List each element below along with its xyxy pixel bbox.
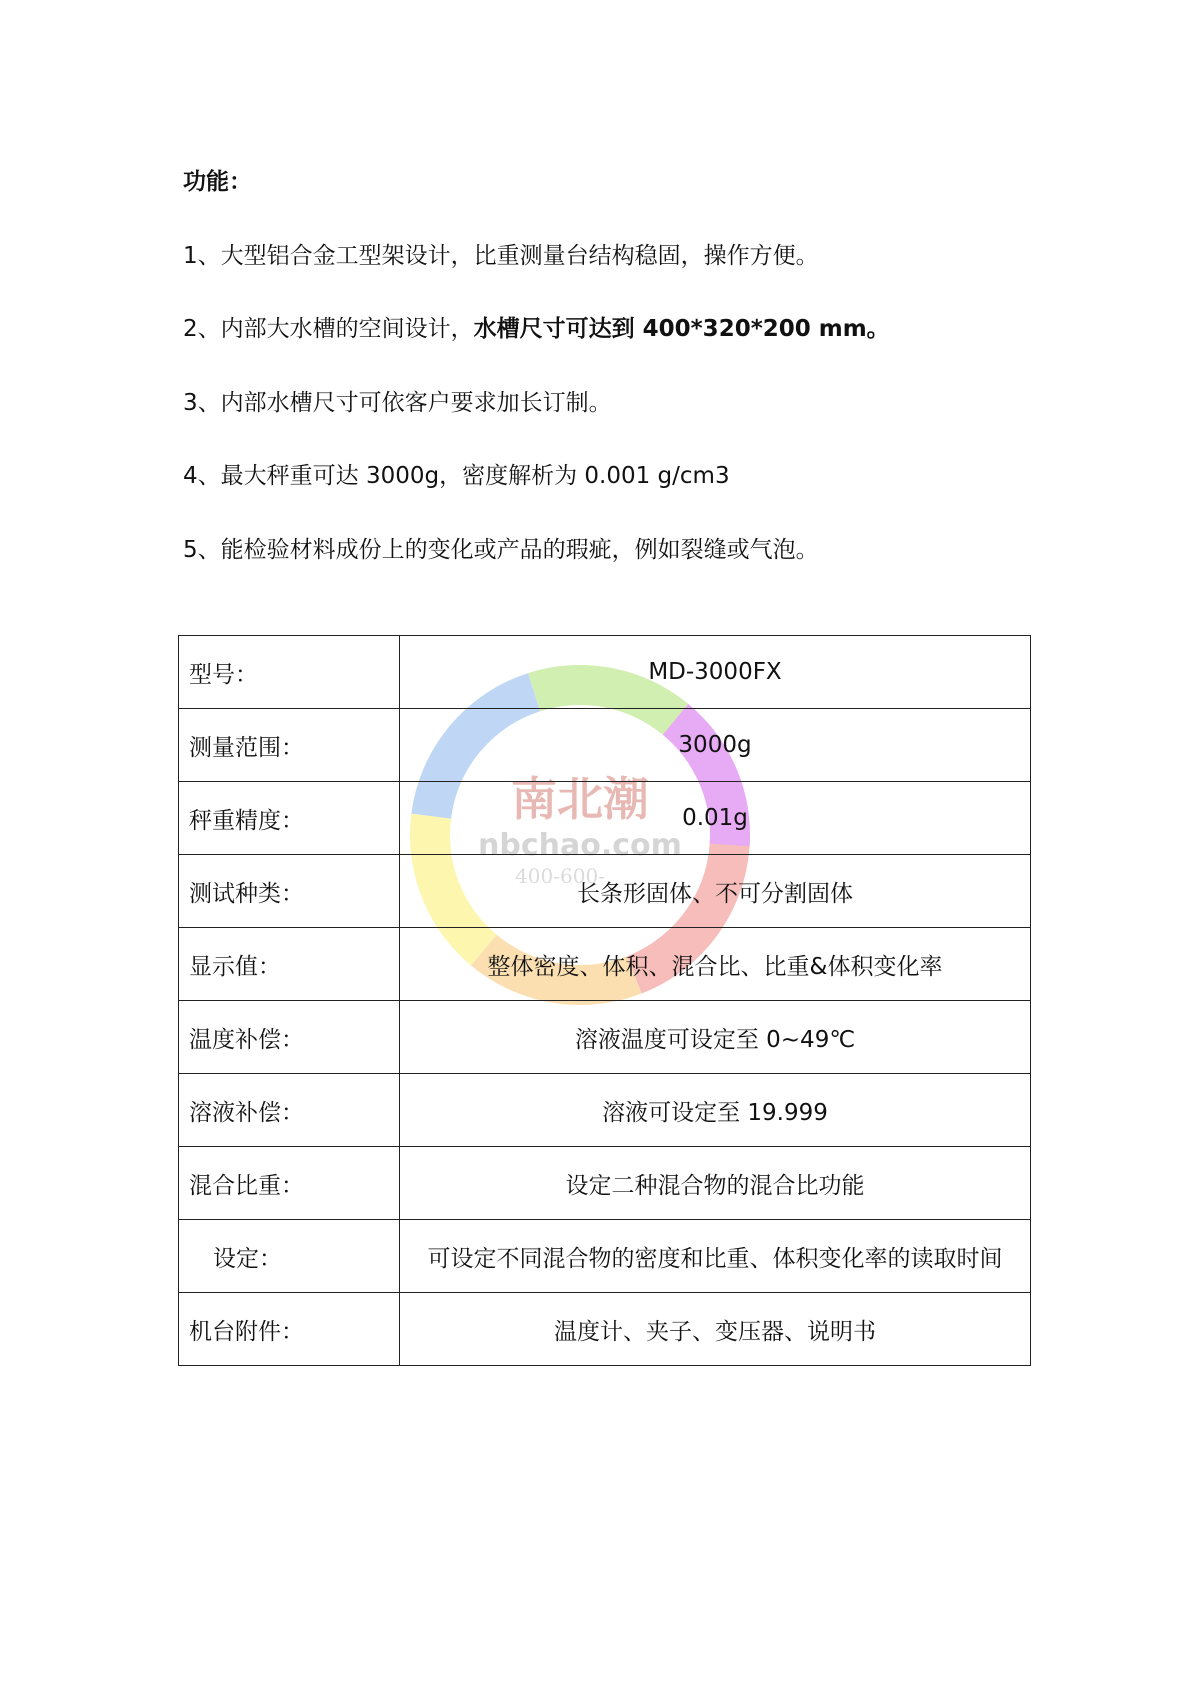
spec-label: 溶液补偿： [179,1074,400,1147]
spec-label: 型号： [179,636,400,709]
spec-value: 设定二种混合物的混合比功能 [400,1147,1031,1220]
spec-value: 温度计、夹子、变压器、说明书 [400,1293,1031,1366]
table-row [179,782,1031,855]
feature-item-2 [183,313,890,345]
feature-text: 2、内部大水槽的空间设计， [183,316,474,342]
spec-label: 机台附件： [179,1293,400,1366]
table-row [179,709,1031,782]
feature-bold-text: 水槽尺寸可达到 400*320*200 mm。 [473,316,890,342]
table-row [179,855,1031,928]
spec-label: 测量范围： [179,709,400,782]
table-row [179,1220,1031,1293]
table-row [179,1147,1031,1220]
feature-text: 3、内部水槽尺寸可依客户要求加长订制。 [183,390,612,416]
spec-value: 0.01g [400,782,1031,855]
spec-label: 秤重精度： [179,782,400,855]
spec-value: 3000g [400,709,1031,782]
table-row [179,1074,1031,1147]
feature-item-1 [183,240,819,272]
spec-value: 整体密度、体积、混合比、比重&体积变化率 [400,928,1031,1001]
spec-value: 溶液可设定至 19.999 [400,1074,1031,1147]
feature-item-3 [183,387,612,419]
feature-item-4 [183,460,730,492]
spec-label: 设定： [179,1220,400,1293]
spec-label: 温度补偿： [179,1001,400,1074]
table-row [179,1293,1031,1366]
spec-value: 可设定不同混合物的密度和比重、体积变化率的读取时间 [400,1220,1031,1293]
table-row [179,636,1031,709]
spec-value: MD-3000FX [400,636,1031,709]
feature-text: 1、大型铝合金工型架设计，比重测量台结构稳固，操作方便。 [183,243,819,269]
table-row [179,928,1031,1001]
spec-label: 测试种类： [179,855,400,928]
feature-text: 5、能检验材料成份上的变化或产品的瑕疵，例如裂缝或气泡。 [183,537,819,563]
spec-value: 溶液温度可设定至 0~49℃ [400,1001,1031,1074]
spec-table [178,635,1031,1366]
feature-text: 4、最大秤重可达 3000g，密度解析为 0.001 g/cm3 [183,463,730,489]
spec-label: 显示值： [179,928,400,1001]
watermark-phone: 400-600- [515,864,605,888]
section-heading: 功能： [183,169,252,195]
table-row [179,1001,1031,1074]
feature-item-5 [183,534,819,566]
watermark-brand-en: nbchao.com [478,828,682,863]
watermark-brand-cn: 南北潮 [511,772,649,826]
spec-label: 混合比重： [179,1147,400,1220]
spec-value: 长条形固体、不可分割固体 [400,855,1031,928]
